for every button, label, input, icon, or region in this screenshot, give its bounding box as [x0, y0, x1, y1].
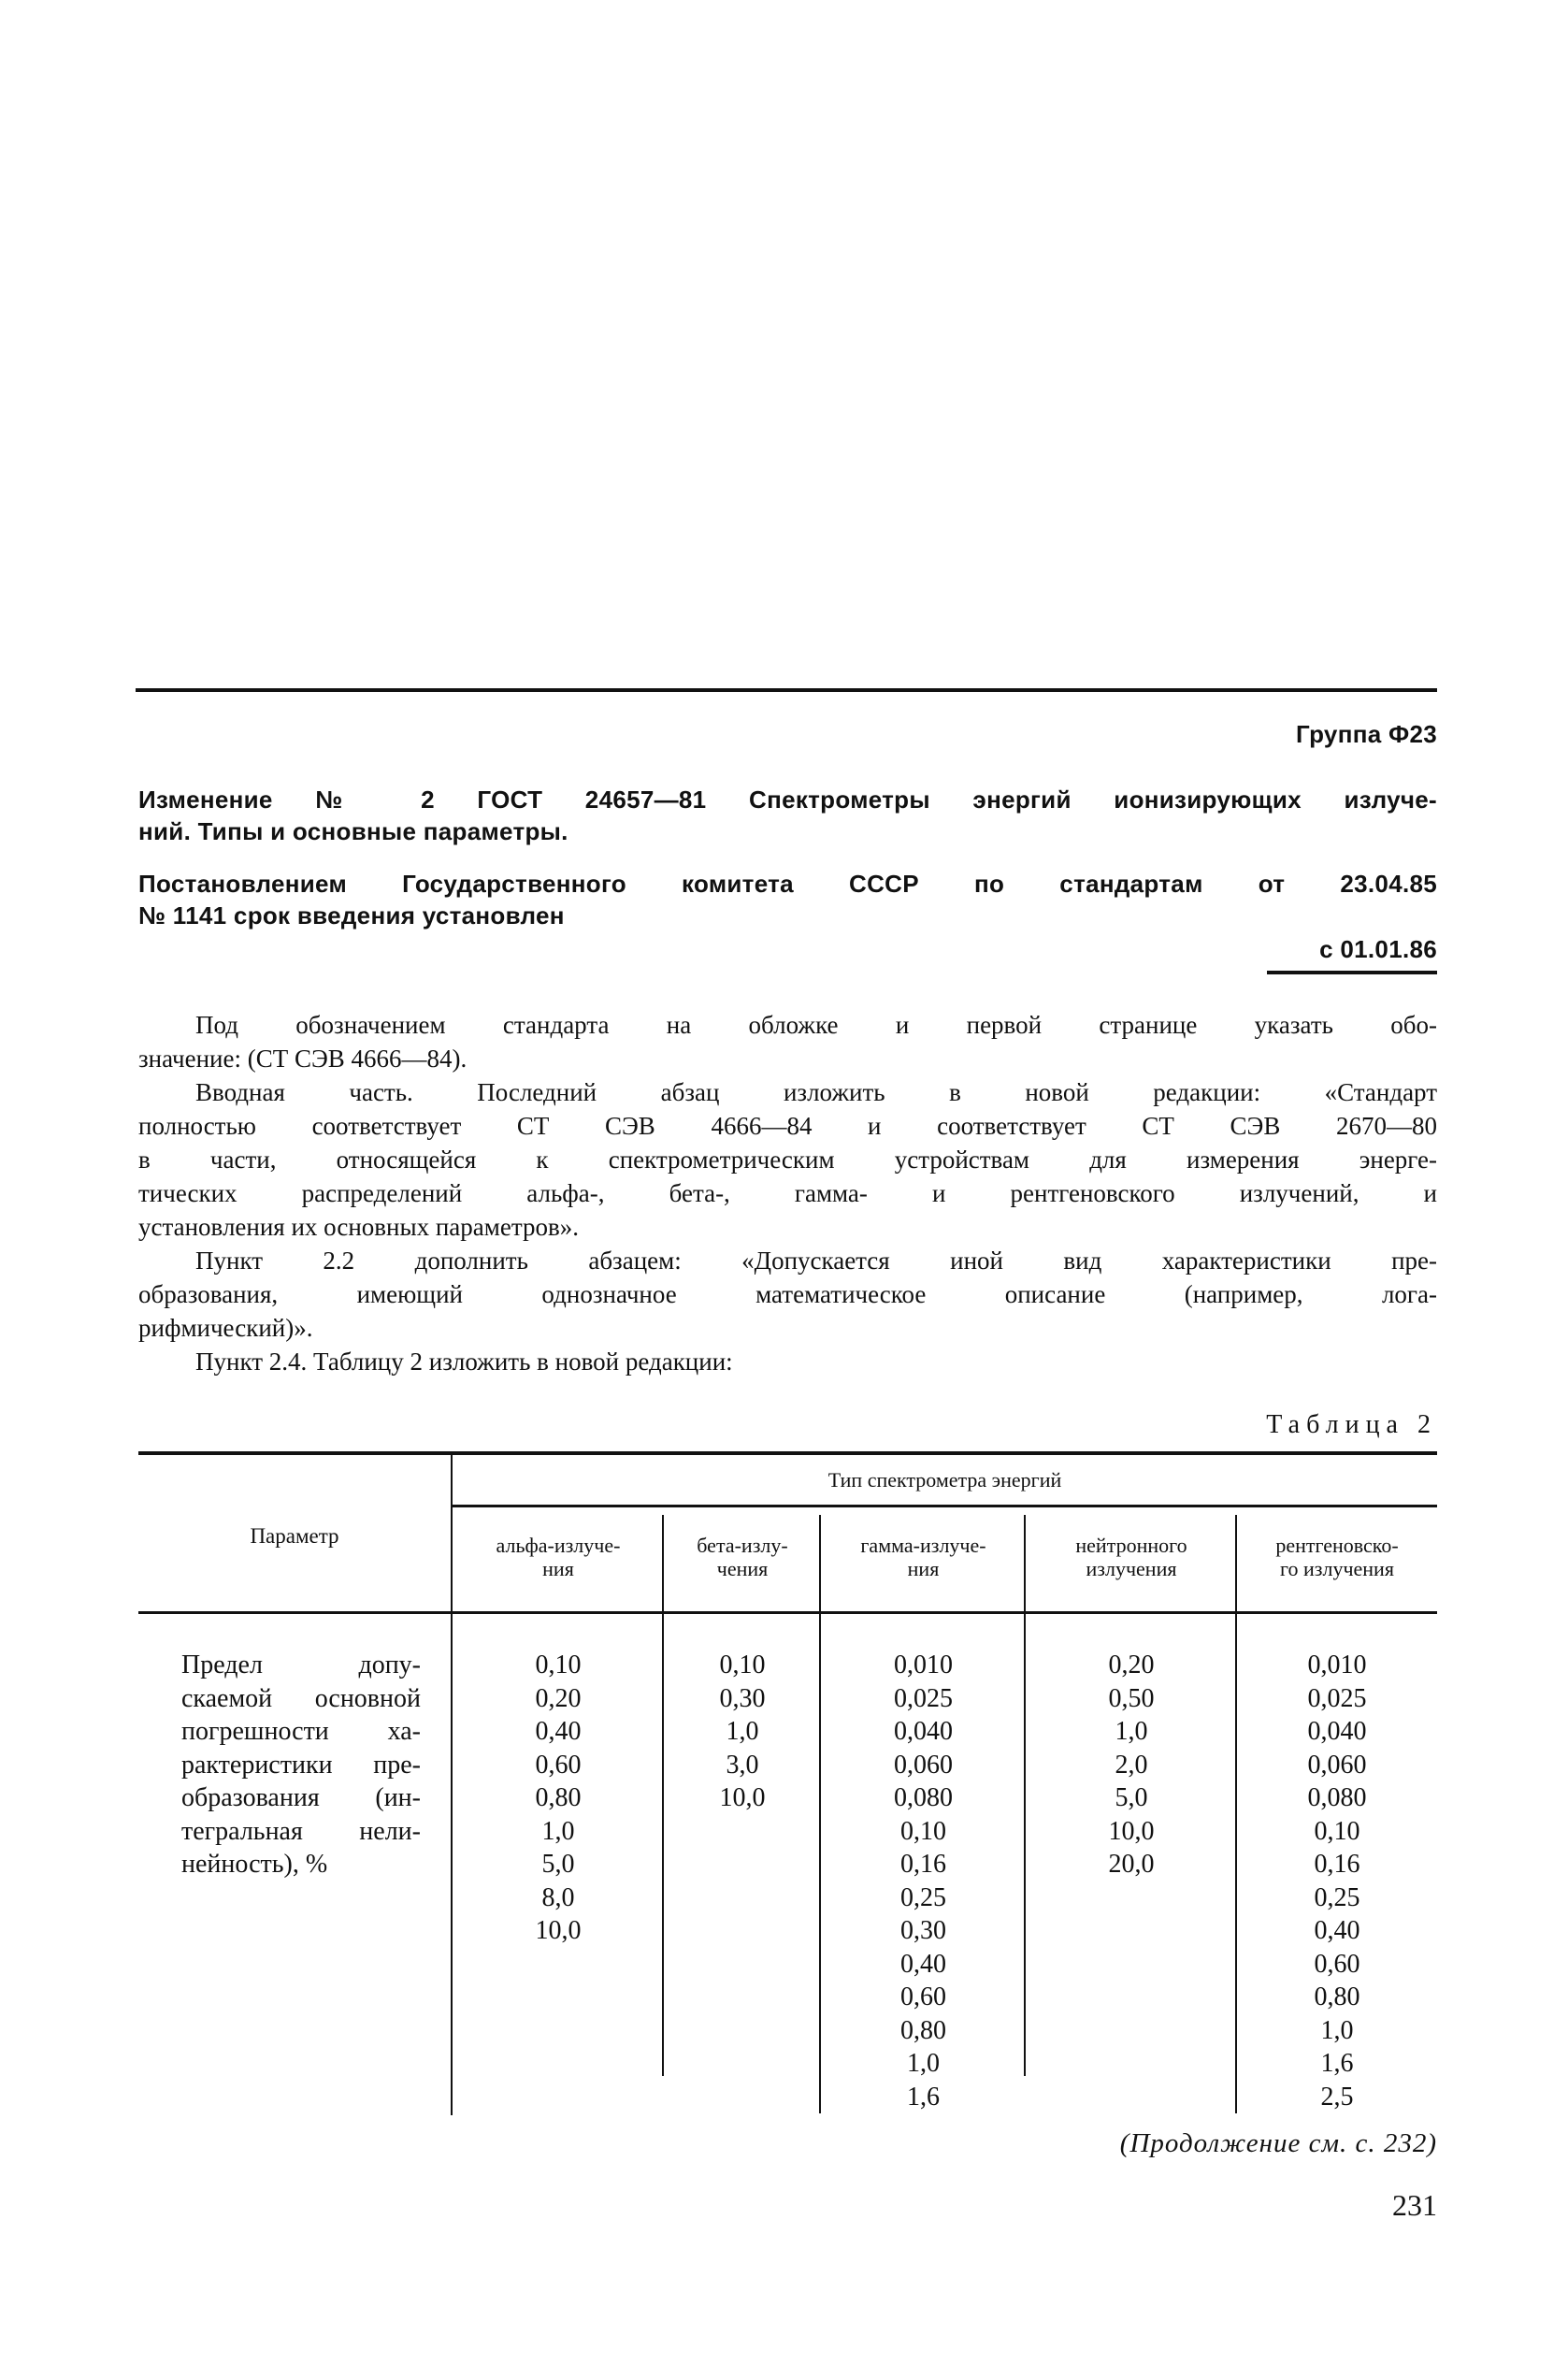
column-header-line: излучения — [1086, 1557, 1177, 1580]
header-bottom-rule — [138, 1611, 1437, 1614]
table-cell: 0,60 — [1314, 1949, 1360, 1979]
table-cell: 0,80 — [900, 2015, 946, 2045]
table-cell: 1,0 — [1115, 1717, 1148, 1746]
title-line: Изменение № 2 ГОСТ 24657—81 Спектрометры энергий ионизирующих излуче- — [138, 786, 1437, 814]
table-cell: 0,10 — [535, 1650, 582, 1679]
param-line: Предел допу- — [181, 1650, 421, 1679]
table-cell: 0,60 — [900, 1982, 946, 2011]
table-cell: 1,6 — [1320, 2049, 1354, 2078]
table-cell: 0,60 — [535, 1750, 582, 1780]
column-header — [821, 1534, 1026, 1580]
param-line: погрешности ха- — [181, 1717, 421, 1746]
table-cell: 1,6 — [907, 2082, 940, 2112]
text-line: Пункт 2.4. Таблицу 2 изложить в новой редакции: — [195, 1348, 733, 1376]
column-header-line: гамма-излуче- — [860, 1534, 986, 1557]
param-line: рактеристики пре- — [181, 1750, 421, 1780]
table-cell: 3,0 — [726, 1750, 759, 1780]
column-values — [1026, 1649, 1237, 1881]
table-cell: 20,0 — [1108, 1850, 1155, 1879]
column-header — [664, 1534, 821, 1580]
column-header-line: го излучения — [1280, 1557, 1394, 1580]
table-cell: 2,0 — [1115, 1750, 1148, 1780]
column-values — [453, 1649, 664, 1948]
table-cell: 0,080 — [894, 1783, 953, 1812]
column-header — [1237, 1534, 1437, 1580]
decree-line: Постановлением Государственного комитета СССР по стандартам от 23.04.85 — [138, 870, 1437, 898]
group-label: Группа Ф23 — [1296, 720, 1437, 748]
column-values — [664, 1649, 821, 1815]
column-values — [1237, 1649, 1437, 2113]
page-number: 231 — [1392, 2188, 1437, 2222]
param-header: Параметр — [250, 1524, 339, 1548]
table-cell: 0,25 — [900, 1882, 946, 1912]
table-cell: 0,20 — [1108, 1650, 1155, 1679]
table-cell: 0,010 — [894, 1650, 953, 1679]
table-cell: 0,16 — [1314, 1850, 1360, 1879]
column-header-line: альфа-излуче- — [496, 1534, 621, 1557]
table-cell: 0,10 — [900, 1816, 946, 1846]
text-line: образования, имеющий однозначное математическое описание (например, лога- — [138, 1280, 1437, 1308]
column-header — [453, 1534, 664, 1580]
table-cell: 0,16 — [900, 1850, 946, 1879]
table-cell: 0,010 — [1307, 1650, 1367, 1679]
table-cell: 1,0 — [726, 1717, 759, 1746]
table-cell: 0,30 — [900, 1916, 946, 1945]
table-cell: 0,80 — [535, 1783, 582, 1812]
title-line: ний. Типы и основные параметры. — [138, 817, 568, 845]
table-caption: Таблица 2 — [1266, 1410, 1437, 1439]
table-cell: 0,30 — [719, 1683, 766, 1713]
column-header-line: ния — [907, 1557, 940, 1580]
table-cell: 10,0 — [1108, 1816, 1155, 1846]
table-cell: 0,25 — [1314, 1882, 1360, 1912]
param-line: нейность), % — [181, 1850, 328, 1879]
body-text — [138, 1008, 1437, 1378]
text-line: в части, относящейся к спектрометрическим устройствам для измерения энерге- — [138, 1146, 1437, 1174]
effective-date: с 01.01.86 — [1319, 935, 1437, 963]
table-cell: 0,20 — [535, 1683, 582, 1713]
table-cell: 0,040 — [1307, 1717, 1367, 1746]
table-cell: 0,80 — [1314, 1982, 1360, 2011]
table-cell: 0,025 — [1307, 1683, 1367, 1713]
table-cell: 0,50 — [1108, 1683, 1155, 1713]
column-values — [821, 1649, 1026, 2113]
table-cell: 5,0 — [1115, 1783, 1148, 1812]
column-header-line: рентгеновско- — [1275, 1534, 1399, 1557]
param-line: скаемой основной — [181, 1683, 421, 1713]
table-cell: 0,40 — [1314, 1916, 1360, 1945]
date-underline — [1267, 971, 1437, 974]
table-top-rule — [138, 1451, 1437, 1455]
text-line: тических распределений альфа-, бета-, гамма- и рентгеновского излучений, и — [138, 1179, 1437, 1207]
table-cell: 0,080 — [1307, 1783, 1367, 1812]
table-cell: 10,0 — [535, 1916, 582, 1945]
column-header-line: ния — [542, 1557, 574, 1580]
column-header — [1026, 1534, 1237, 1580]
text-line: Пункт 2.2 дополнить абзацем: «Допускается иной вид характеристики пре- — [195, 1247, 1437, 1275]
group-header: Тип спектрометра энергий — [827, 1468, 1062, 1492]
table-cell: 0,060 — [1307, 1750, 1367, 1780]
column-divider — [451, 1614, 453, 2115]
table-cell: 0,040 — [894, 1717, 953, 1746]
table-cell: 0,10 — [719, 1650, 766, 1679]
paragraph — [138, 1345, 1437, 1378]
param-cell — [181, 1649, 421, 1881]
table-cell: 0,40 — [900, 1949, 946, 1979]
column-header-line: нейтронного — [1075, 1534, 1187, 1557]
table-cell: 0,025 — [894, 1683, 953, 1713]
text-line: Вводная часть. Последний абзац изложить в новой редакции: «Стандарт — [195, 1078, 1437, 1106]
paragraph — [138, 1244, 1437, 1345]
paragraph — [138, 1075, 1437, 1244]
param-line: тегральная нели- — [181, 1816, 421, 1846]
text-line: полностью соответствует СТ СЭВ 4666—84 и соответствует СТ СЭВ 2670—80 — [138, 1112, 1437, 1140]
param-line: образования (ин- — [181, 1783, 421, 1812]
paragraph — [138, 1008, 1437, 1075]
text-line: Под обозначением стандарта на обложке и первой странице указать обо- — [195, 1011, 1437, 1039]
table-cell: 0,40 — [535, 1717, 582, 1746]
table-cell: 10,0 — [719, 1783, 766, 1812]
decree-line: № 1141 срок введения установлен — [138, 901, 565, 930]
table-cell: 5,0 — [541, 1850, 575, 1879]
column-header-line: бета-излу- — [697, 1534, 788, 1557]
text-line: установления их основных параметров». — [138, 1213, 579, 1241]
continuation-note: (Продолжение см. с. 232) — [1119, 2128, 1437, 2158]
group-header-rule — [453, 1505, 1437, 1507]
table-cell: 1,0 — [907, 2049, 940, 2078]
table-cell: 8,0 — [541, 1882, 575, 1912]
table-cell: 0,10 — [1314, 1816, 1360, 1846]
table-cell: 2,5 — [1320, 2082, 1354, 2112]
text-line: рифмический)». — [138, 1314, 313, 1342]
table-cell: 0,060 — [894, 1750, 953, 1780]
top-rule — [136, 688, 1437, 692]
table-cell: 1,0 — [1320, 2015, 1354, 2045]
table-cell: 1,0 — [541, 1816, 575, 1846]
text-line: значение: (СТ СЭВ 4666—84). — [138, 1045, 468, 1073]
column-header-line: чения — [716, 1557, 769, 1580]
